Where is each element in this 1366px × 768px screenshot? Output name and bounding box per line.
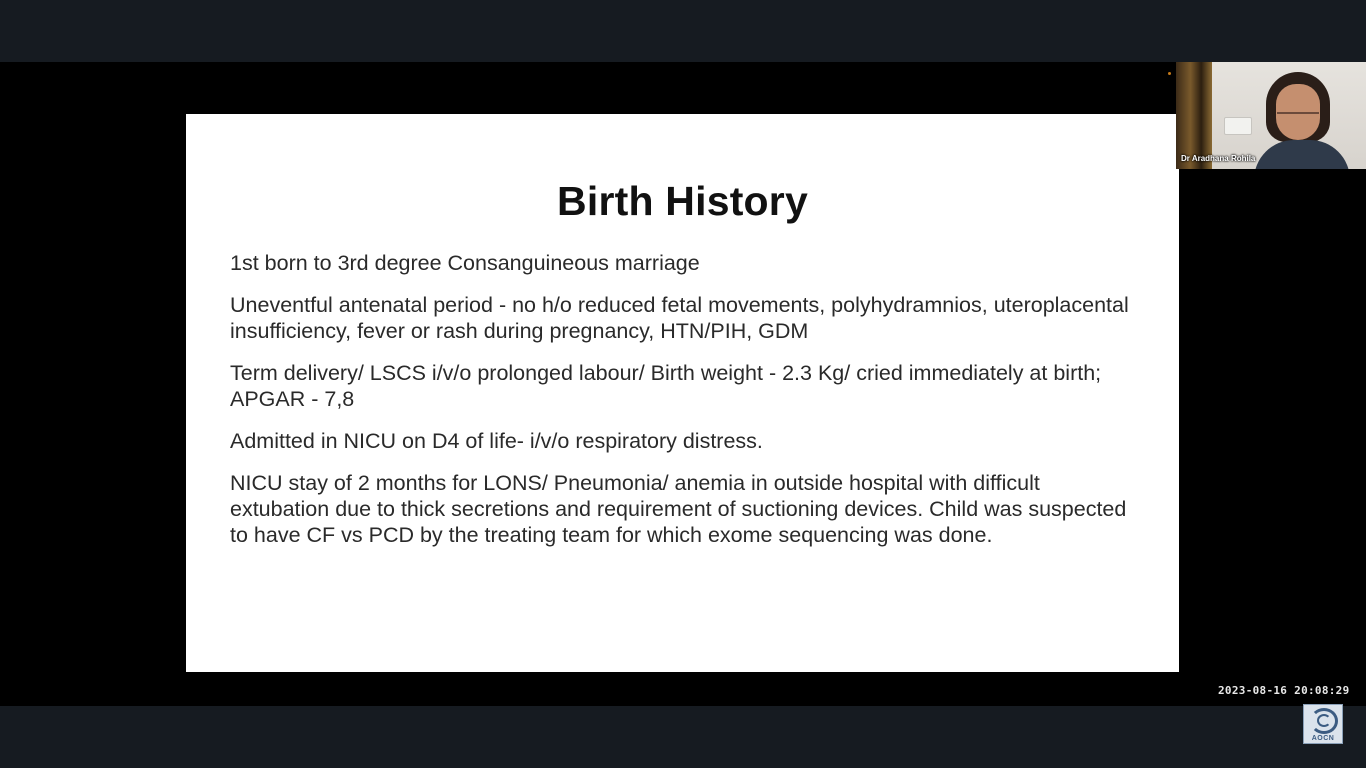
participant-glasses (1277, 112, 1319, 122)
brain-swirl-inner-icon (1317, 714, 1331, 727)
logo-text: AOCN (1311, 735, 1335, 742)
presentation-slide (186, 114, 1179, 672)
slide-bullet-list (230, 250, 1140, 564)
recording-timestamp: 2023-08-16 20:08:29 (1218, 684, 1350, 697)
bottom-bar (0, 706, 1366, 768)
slide-bullet: Term delivery/ LSCS i/v/o prolonged labour/ Birth weight - 2.3 Kg/ cried immediately at birth; APGAR - 7,8 (230, 361, 1102, 411)
aocn-logo (1303, 704, 1343, 744)
top-bar (0, 0, 1366, 62)
slide-bullet: Admitted in NICU on D4 of life- i/v/o respiratory distress. (230, 429, 763, 453)
slide-bullet: Uneventful antenatal period - no h/o reduced fetal movements, polyhydramnios, uteroplacental insufficiency, fever or rash during pregnancy, HTN/PIH, GDM (230, 293, 1129, 343)
slide-bullet: NICU stay of 2 months for LONS/ Pneumonia/ anemia in outside hospital with difficult extubation due to thick secretions and requirement of suctioning devices. Child was suspected to have CF vs PCD by the treating team for which exome sequencing was done. (230, 471, 1127, 547)
participant-video-tile[interactable] (1176, 62, 1366, 169)
indicator-dot (1168, 72, 1171, 75)
slide-title: Birth History (557, 178, 808, 224)
camera-wall-switch (1224, 117, 1252, 135)
participant-name-label: Dr Aradhana Rohila (1181, 154, 1256, 163)
slide-bullet: 1st born to 3rd degree Consanguineous marriage (230, 251, 700, 275)
